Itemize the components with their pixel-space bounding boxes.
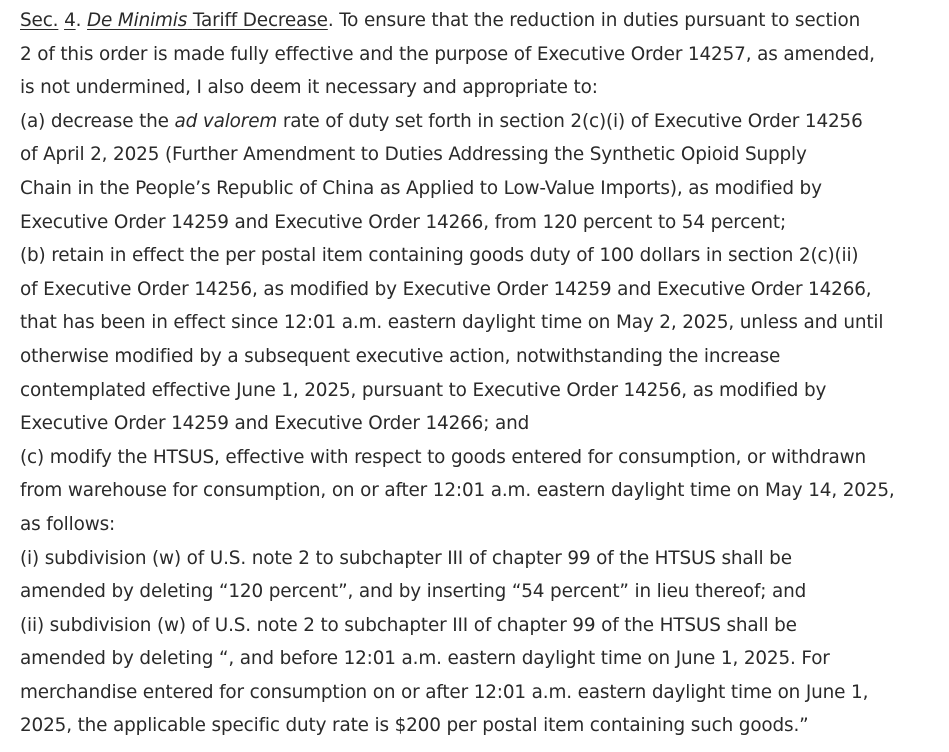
section-number: 4 bbox=[64, 10, 76, 31]
subparagraph-i-line: amended by deleting “120 percent”, and by inserting “54 percent” in lieu thereof; and bbox=[20, 581, 807, 603]
subparagraph-i-line: (i) subdivision (w) of U.S. note 2 to subchapter III of chapter 99 of the HTSUS shall be bbox=[20, 547, 792, 569]
paragraph-a-italic: ad valorem bbox=[174, 110, 278, 132]
subparagraph-ii-line: 2025, the applicable specific duty rate is $200 per postal item containing such goods.” bbox=[20, 715, 809, 737]
paragraph-a-line1-rest: rate of duty set forth in section 2(c)(i) of Executive Order 14256 bbox=[277, 110, 863, 132]
subparagraph-ii-line: amended by deleting “, and before 12:01 a.m. eastern daylight time on June 1, 2025. For bbox=[20, 648, 830, 670]
paragraph-b-line: that has been in effect since 12:01 a.m. eastern daylight time on May 2, 2025, unless and until bbox=[20, 312, 884, 334]
section-label: Sec. bbox=[20, 10, 59, 31]
paragraph-b-line: (b) retain in effect the per postal item containing goods duty of 100 dollars in section 2(c)(ii) bbox=[20, 245, 859, 267]
paragraph-b-line: contemplated effective June 1, 2025, pursuant to Executive Order 14256, as modified by bbox=[20, 379, 827, 401]
paragraph-a-line: Executive Order 14259 and Executive Order 14266, from 120 percent to 54 percent; bbox=[20, 211, 787, 233]
paragraph-c-line: (c) modify the HTSUS, effective with respect to goods entered for consumption, or withdrawn bbox=[20, 446, 867, 468]
paragraph-c-line: from warehouse for consumption, on or after 12:01 a.m. eastern daylight time on May 14, 2025, bbox=[20, 480, 895, 502]
paragraph-a-line: Chain in the People’s Republic of China as Applied to Low-Value Imports), as modified by bbox=[20, 177, 822, 199]
paragraph-b-line: Executive Order 14259 and Executive Order 14266; and bbox=[20, 413, 530, 435]
paragraph-b-line: otherwise modified by a subsequent executive action, notwithstanding the increase bbox=[20, 345, 781, 367]
section-title-rest: Tariff Decrease bbox=[192, 10, 328, 31]
paragraph-a-line: of April 2, 2025 (Further Amendment to Duties Addressing the Synthetic Opioid Supply bbox=[20, 144, 807, 166]
paragraph-b-line: of Executive Order 14256, as modified by Executive Order 14259 and Executive Order 14266, bbox=[20, 278, 872, 300]
section-heading-line: Sec. 4. De Minimis Tariff Decrease. To ensure that the reduction in duties pursuant to section bbox=[20, 10, 861, 31]
paragraph-c-line: as follows: bbox=[20, 513, 116, 535]
paragraph-a-lead: (a) decrease the bbox=[20, 110, 175, 132]
section-intro-line: 2 of this order is made fully effective and the purpose of Executive Order 14257, as amended, bbox=[20, 43, 875, 65]
paragraph-a-line bbox=[20, 105, 939, 139]
section-title-italic: De Minimis bbox=[87, 10, 188, 31]
subparagraph-ii-line: (ii) subdivision (w) of U.S. note 2 to subchapter III of chapter 99 of the HTSUS shall be bbox=[20, 614, 797, 636]
section-title bbox=[87, 10, 328, 31]
section-intro-rest: . To ensure that the reduction in duties pursuant to section bbox=[327, 10, 861, 31]
section-intro-line: is not undermined, I also deem it necessary and appropriate to: bbox=[20, 77, 598, 99]
subparagraph-ii-line: merchandise entered for consumption on or after 12:01 a.m. eastern daylight time on June 1, bbox=[20, 681, 869, 703]
